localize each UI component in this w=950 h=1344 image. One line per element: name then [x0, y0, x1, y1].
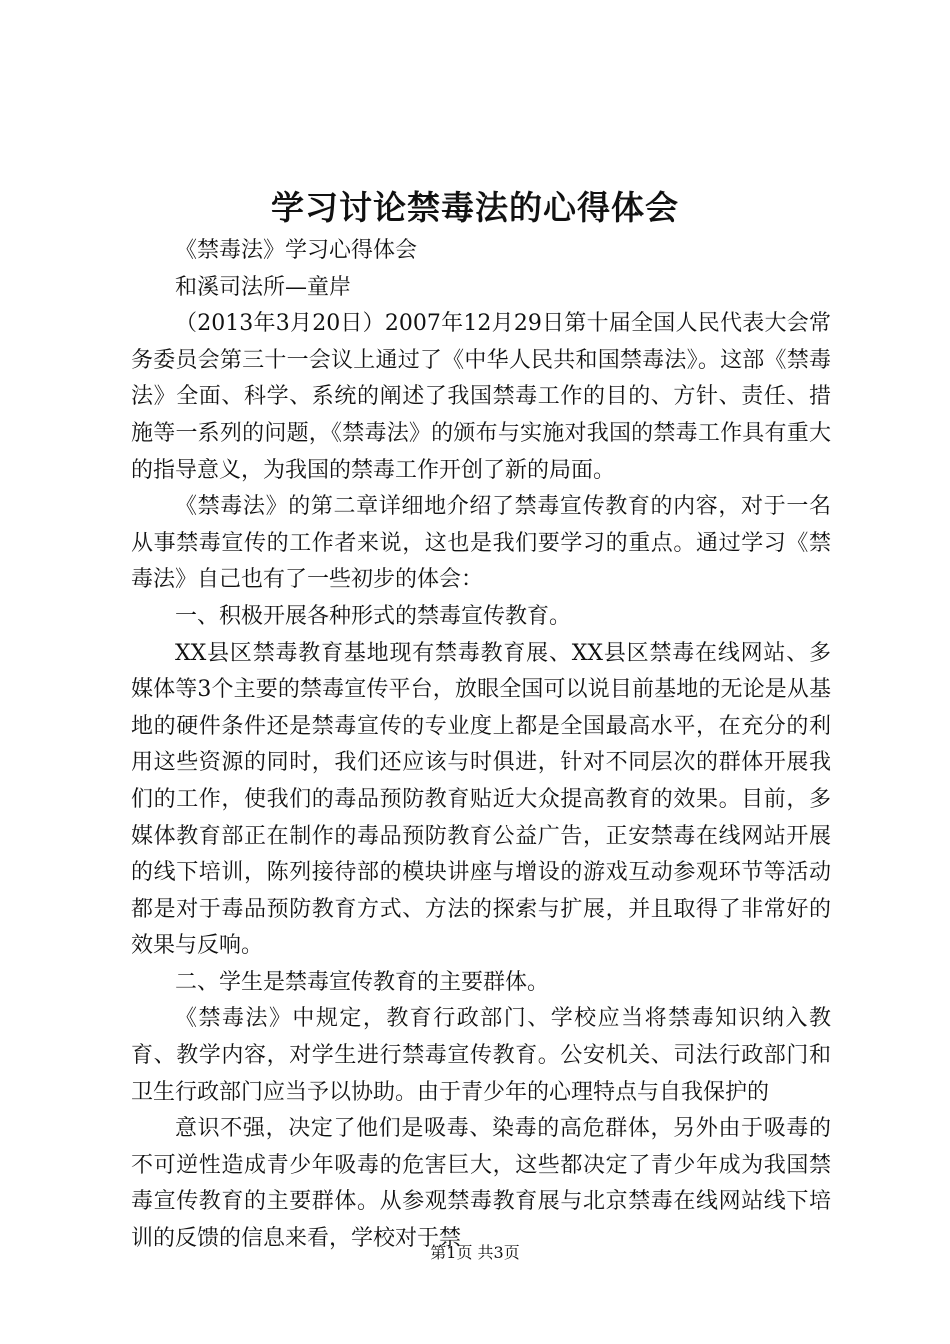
section-heading-two: 二、学生是禁毒宣传教育的主要群体。	[175, 969, 550, 995]
paragraph-intro: （2013年3月20日）2007年12月29日第十届全国人民代表大会常务委员会第三十一会议上通过了《中华人民共和国禁毒法》。这部《禁毒法》全面、科学、系统的阐述了我国禁毒工作的目的、方针、责任、措施等一系列的问题，《禁毒法》的颁布与实施对我国的禁毒工作具有重大的指导意义，为我国的禁毒工作开创了新的局面。	[131, 311, 831, 483]
paragraph-chapter-two: 《禁毒法》的第二章详细地介绍了禁毒宣传教育的内容，对于一名从事禁毒宣传的工作者来说，这也是我们要学习的重点。通过学习《禁毒法》自己也有了一些初步的体会：	[131, 494, 831, 593]
paragraph-law-provisions: 《禁毒法》中规定，教育行政部门、学校应当将禁毒知识纳入教育、教学内容，对学生进行禁毒宣传教育。公安机关、司法行政部门和卫生行政部门应当予以协助。由于青少年的心理特点与自我保护的	[131, 1006, 831, 1105]
paragraph-author: 和溪司法所—童岸	[175, 274, 352, 300]
section-heading-one: 一、积极开展各种形式的禁毒宣传教育。	[175, 603, 572, 629]
page-footer: 第1页 共3页	[430, 1243, 520, 1262]
paragraph-base-platforms: XX县区禁毒教育基地现有禁毒教育展、XX县区禁毒在线网站、多媒体等3个主要的禁毒宣传平台，放眼全国可以说目前基地的无论是从基地的硬件条件还是禁毒宣传的专业度上都是全国最高水平，在充分的利用这些资源的同时，我们还应该与时俱进，针对不同层次的群体开展我们的工作，使我们的毒品预防教育贴近大众提高教育的效果。目前，多媒体教育部正在制作的毒品预防教育公益广告，正安禁毒在线网站开展的线下培训，陈列接待部的模块讲座与增设的游戏互动参观环节等活动都是对于毒品预防教育方式、方法的探索与扩展，并且取得了非常好的效果与反响。	[131, 640, 831, 959]
document-body	[131, 233, 831, 1258]
paragraph-youth-risk: 意识不强，决定了他们是吸毒、染毒的高危群体，另外由于吸毒的不可逆性造成青少年吸毒的危害巨大，这些都决定了青少年成为我国禁毒宣传教育的主要群体。从参观禁毒教育展与北京禁毒在线网站线下培训的反馈的信息来看，学校对于禁	[131, 1116, 831, 1252]
paragraph-subtitle: 《禁毒法》学习心得体会	[175, 238, 418, 263]
document-title: 学习讨论禁毒法的心得体会	[271, 188, 679, 227]
